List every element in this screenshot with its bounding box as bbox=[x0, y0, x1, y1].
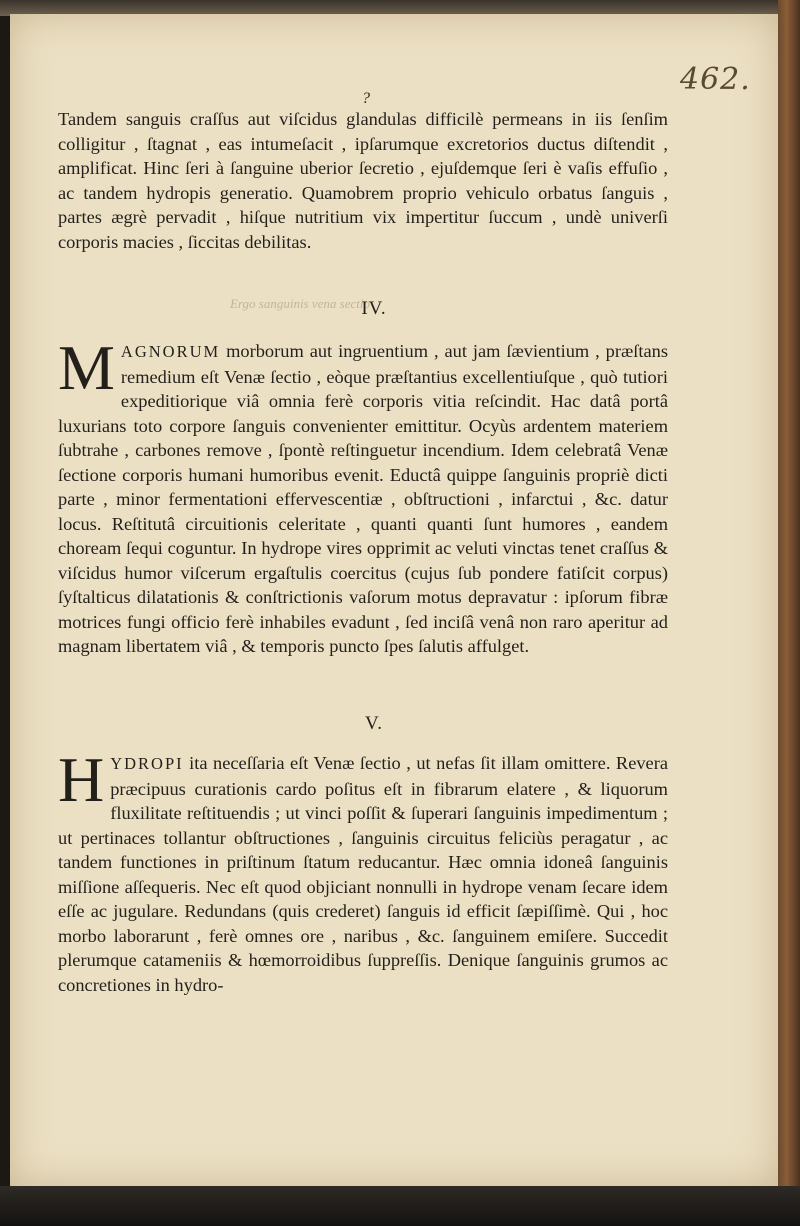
bleed-through-text: Ergo sanguinis vena sectio bbox=[230, 296, 370, 311]
handwritten-mark: ? bbox=[362, 90, 370, 107]
section-iv-body: morborum aut ingruentium , aut jam ſævientium , præſtans remedium eſt Venæ ſectio , eòque præſtantius excellentiuſque , quò tutiori expeditiorique viâ omnia ferè corporis vitia reſcindit. Hac datâ portâ luxurians toto corpore ſanguis convenienter emittitur. Ocyùs ardentem materiem ſubtrahe , carbones remove , ſpontè reſtinguetur incendium. Idem celebratâ Venæ ſectione corporis humani humoribus evenit. Eductâ quippe ſanguinis propriè dicti parte , minor fermentationi effervescentiæ , obſtructioni , infarctui , &c. datur locus. Reſtitutâ circuitionis celeritate , quanti quanti ſunt humores , eandem choream ſequi coguntur. In hydrope vires opprimit ac veluti vinctas tenet craſſus & viſcidus humor viſcerum ergaſtulis coercitus (cujus ſub pondere fatiſcit corpus) ſyſtalticus dilatationis & conſtrictionis vaſorum motus depravatur : ipſorum fibræ motrices fungi officio ferè inhabiles evadunt , ſed inciſâ venâ non raro aperitur ad magnam libertatem viâ , & temporis puncto ſpes ſalutis affulget. bbox=[58, 341, 668, 656]
section-heading-v: V. bbox=[364, 713, 384, 734]
section-v-body: ita neceſſaria eſt Venæ ſectio , ut nefas ſit illam omittere. Revera præcipuus curationis cardo poſitus eſt in fibrarum elatere , & liquorum fluxilitate reſtituendis ; ut vinci poſſit & ſuperari ſanguinis impedimentum ; ut pertinaces tollantur obſtructiones , ſanguinis circuitus feliciùs peragatur , ac tandem functiones in priſtinum ſtatum reducantur. Hæc omnia idoneâ ſanguinis miſſione aſſequeris. Nec eſt quod objiciant nonnulli in hydrope venam ſecare idem eſſe ac jugulare. Redundans (quis crederet) ſanguis id efficit ſæpiſſimè. Qui , hoc morbo laborarunt , ferè omnes ore , naribus , &c. ſanguinem emiſere. Succedit plerumque catameniis & hœmorroidibus ſuppreſſis. Denique ſanguinis grumos ac concretiones in hydro- bbox=[58, 753, 668, 995]
page-number: 462. bbox=[680, 62, 751, 97]
drop-cap-m: M bbox=[58, 332, 115, 403]
section-v-paragraph bbox=[58, 744, 668, 997]
book-bottom-edge bbox=[0, 1186, 800, 1226]
book-fore-edge bbox=[778, 0, 800, 1226]
section-iv-lead-caps: AGNORUM bbox=[120, 342, 221, 361]
paragraph-continuation: Tandem sanguis craſſus aut viſcidus glandulas difficilè permeans in iis ſenſim colligitur , ſtagnat , eas intumeſacit , ipſarumque excretorios ductus diſtendit , amplificat. Hinc ſeri à ſanguine uberior ſecretio , ejuſdemque ſeri è vaſis effuſio , ac tandem hydropis generatio. Quamobrem proprio vehiculo orbatus ſanguis , partes ægrè pervadit , hiſque nutritium vix impertitur ſuccum , undè univerſi corporis macies , ſiccitas debilitas. bbox=[58, 109, 668, 252]
section-iv-paragraph bbox=[58, 332, 668, 659]
section-v-lead-caps: YDROPI bbox=[110, 754, 184, 773]
section-heading-iv: IV. bbox=[361, 298, 387, 319]
drop-cap-h: H bbox=[58, 744, 105, 815]
